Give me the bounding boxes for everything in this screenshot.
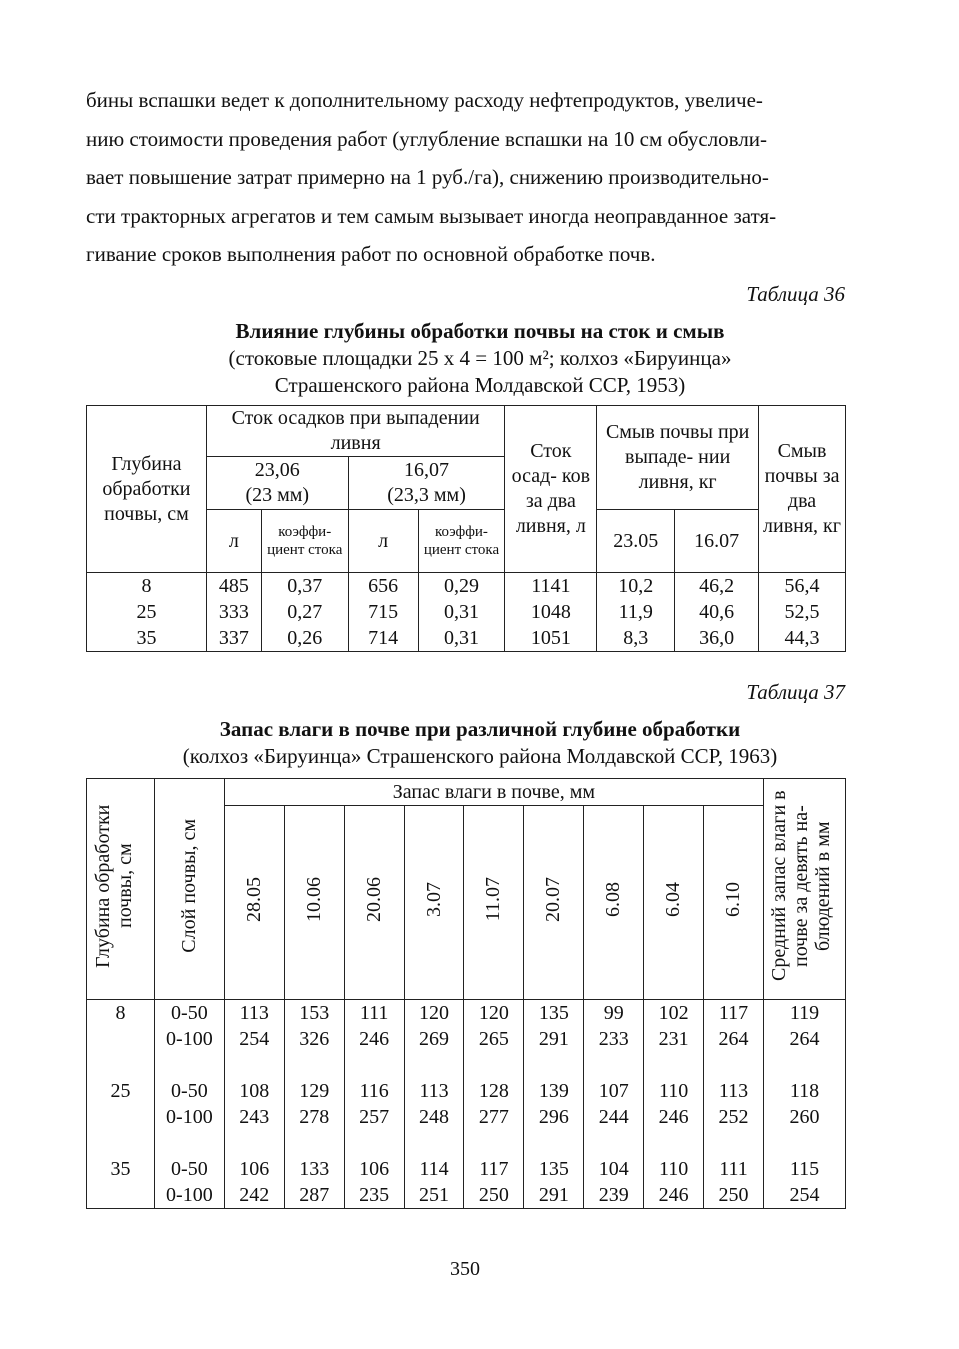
table-row <box>87 1182 846 1209</box>
table-cell: 0,29 <box>418 573 505 600</box>
table-cell: 46,2 <box>675 573 759 600</box>
table-cell: 8,3 <box>597 625 675 652</box>
table-cell: 128 <box>464 1078 524 1104</box>
table-row <box>87 1026 846 1052</box>
table-cell: 153 <box>284 1000 344 1027</box>
table-cell: 139 <box>524 1078 584 1104</box>
date-label: 20.07 <box>542 877 565 922</box>
date-label: 28.05 <box>242 877 265 922</box>
date-label: 6.10 <box>722 882 745 917</box>
paragraph-line: гивание сроков выполнения работ по основной обработке почв. <box>86 242 656 266</box>
table-cell: 106 <box>344 1156 404 1182</box>
date-label: 10.06 <box>302 877 325 922</box>
table-cell: 110 <box>644 1078 704 1104</box>
table-row <box>87 1156 846 1182</box>
table-cell: 714 <box>348 625 418 652</box>
table-cell: 278 <box>284 1104 344 1130</box>
layer-cell: 0-100 <box>154 1026 224 1052</box>
layer-cell: 0-100 <box>154 1182 224 1209</box>
header-date <box>524 806 584 1000</box>
table-cell: 117 <box>464 1156 524 1182</box>
table-row <box>87 1078 846 1104</box>
table36-title: Влияние глубины обработки почвы на сток и смыв <box>235 319 725 343</box>
table-cell: 656 <box>348 573 418 600</box>
table-cell: 108 <box>224 1078 284 1104</box>
table-row <box>87 1104 846 1130</box>
table-cell: 111 <box>344 1000 404 1027</box>
header-date <box>584 806 644 1000</box>
table-cell: 337 <box>206 625 261 652</box>
header-date-2 <box>348 457 505 510</box>
table-spacer-row <box>87 1052 846 1078</box>
date-label: 6.08 <box>602 882 625 917</box>
header-average <box>763 779 845 1000</box>
header-layer <box>154 779 224 1000</box>
table-cell: 120 <box>404 1000 464 1027</box>
table36-title-block <box>70 318 890 399</box>
table-cell: 106 <box>224 1156 284 1182</box>
table-cell: 248 <box>404 1104 464 1130</box>
table-cell: 250 <box>704 1182 764 1209</box>
table-cell: 44,3 <box>759 625 846 652</box>
table-cell: 104 <box>584 1156 644 1182</box>
table-cell: 56,4 <box>759 573 846 600</box>
table-cell: 36,0 <box>675 625 759 652</box>
depth-cell <box>87 1182 155 1209</box>
table-cell: 135 <box>524 1000 584 1027</box>
date-label: 6.04 <box>662 882 685 917</box>
table-cell: 8 <box>87 573 207 600</box>
table-cell: 269 <box>404 1026 464 1052</box>
depth-cell <box>87 1104 155 1130</box>
table-spacer-row <box>87 1130 846 1156</box>
depth-cell: 8 <box>87 1000 155 1027</box>
table-cell: 0,26 <box>261 625 348 652</box>
date-label: 3.07 <box>422 882 445 917</box>
header-layer-text: Слой почвы, см <box>177 819 200 953</box>
table-cell: 116 <box>344 1078 404 1104</box>
header-date <box>704 806 764 1000</box>
table-cell: 0,37 <box>261 573 348 600</box>
header-date <box>404 806 464 1000</box>
table-row <box>87 1000 846 1027</box>
table-cell: 246 <box>344 1026 404 1052</box>
table36-subtitle-2: Страшенского района Молдавской ССР, 1953) <box>274 373 686 397</box>
table37-label: Таблица 37 <box>746 680 845 704</box>
table-cell: 102 <box>644 1000 704 1027</box>
table-cell: 291 <box>524 1182 584 1209</box>
table-cell: 113 <box>704 1078 764 1104</box>
header-date-1 <box>206 457 348 510</box>
table-cell: 1048 <box>505 599 597 625</box>
date-1-precip: (23 мм) <box>245 484 310 506</box>
date-label: 20.06 <box>362 877 385 922</box>
table-cell: 235 <box>344 1182 404 1209</box>
avg-cell: 254 <box>763 1182 845 1209</box>
paragraph-line: сти тракторных агрегатов и тем самым вызывает иногда неоправданное затя- <box>86 203 777 228</box>
table-cell: 287 <box>284 1182 344 1209</box>
page-number: 350 <box>450 1258 480 1280</box>
layer-cell: 0-50 <box>154 1000 224 1027</box>
table-cell: 246 <box>644 1182 704 1209</box>
avg-cell: 264 <box>763 1026 845 1052</box>
table-cell: 239 <box>584 1182 644 1209</box>
header-depth <box>87 779 155 1000</box>
avg-cell: 118 <box>763 1078 845 1104</box>
table-cell: 244 <box>584 1104 644 1130</box>
header-coef-1: коэффи- циент стока <box>261 510 348 573</box>
table-cell: 113 <box>404 1078 464 1104</box>
depth-cell: 25 <box>87 1078 155 1104</box>
table-row <box>87 573 846 600</box>
layer-cell: 0-50 <box>154 1078 224 1104</box>
header-runoff-group: Сток осадков при выпадении ливня <box>206 406 505 457</box>
table-cell: 113 <box>224 1000 284 1027</box>
layer-cell: 0-50 <box>154 1156 224 1182</box>
table-cell: 233 <box>584 1026 644 1052</box>
header-date <box>644 806 704 1000</box>
header-moisture-group: Запас влаги в почве, мм <box>224 779 763 806</box>
depth-cell: 35 <box>87 1156 155 1182</box>
body-paragraph <box>86 81 846 274</box>
table-cell: 0,31 <box>418 599 505 625</box>
table-cell: 35 <box>87 625 207 652</box>
table-cell: 110 <box>644 1156 704 1182</box>
table-37 <box>86 778 846 1209</box>
header-date <box>224 806 284 1000</box>
table-cell: 251 <box>404 1182 464 1209</box>
table-cell: 25 <box>87 599 207 625</box>
header-coef-2: коэффи- циент стока <box>418 510 505 573</box>
table-cell: 117 <box>704 1000 764 1027</box>
table-cell: 715 <box>348 599 418 625</box>
table-cell: 246 <box>644 1104 704 1130</box>
table-cell: 111 <box>704 1156 764 1182</box>
header-depth-text: Глубина обработки почвы, см <box>92 804 137 968</box>
depth-cell <box>87 1026 155 1052</box>
paragraph-line: вает повышение затрат примерно на 1 руб./га), снижению производительно- <box>86 165 769 189</box>
table-cell: 10,2 <box>597 573 675 600</box>
table-cell: 129 <box>284 1078 344 1104</box>
table-cell: 52,5 <box>759 599 846 625</box>
date-2-precip: (23,3 мм) <box>387 484 466 506</box>
table-cell: 257 <box>344 1104 404 1130</box>
table-36 <box>86 405 846 652</box>
table-cell: 133 <box>284 1156 344 1182</box>
table-cell: 40,6 <box>675 599 759 625</box>
header-washout-two-rains: Смыв почвы за два ливня, кг <box>759 406 846 573</box>
table-cell: 0,27 <box>261 599 348 625</box>
table-cell: 1051 <box>505 625 597 652</box>
table-cell: 120 <box>464 1000 524 1027</box>
header-date <box>344 806 404 1000</box>
table-cell: 107 <box>584 1078 644 1104</box>
table36-subtitle-1: (стоковые площадки 25 х 4 = 100 м²; колхоз «Бируинца» <box>228 346 732 370</box>
table-cell: 326 <box>284 1026 344 1052</box>
table-cell: 250 <box>464 1182 524 1209</box>
header-washout-group: Смыв почвы при выпаде- нии ливня, кг <box>597 406 759 510</box>
table36-label: Таблица 36 <box>746 282 845 306</box>
paragraph-line: бины вспашки ведет к дополнительному расходу нефтепродуктов, увеличе- <box>86 88 763 112</box>
header-washout-date-1: 23.05 <box>597 510 675 573</box>
table-cell: 333 <box>206 599 261 625</box>
table-cell: 1141 <box>505 573 597 600</box>
table-cell: 485 <box>206 573 261 600</box>
table-row <box>87 625 846 652</box>
table-cell: 243 <box>224 1104 284 1130</box>
table-cell: 114 <box>404 1156 464 1182</box>
header-date <box>284 806 344 1000</box>
header-liters-2: л <box>348 510 418 573</box>
table-cell: 135 <box>524 1156 584 1182</box>
header-runoff-two-rains: Сток осад- ков за два ливня, л <box>505 406 597 573</box>
avg-cell: 115 <box>763 1156 845 1182</box>
header-washout-date-2: 16.07 <box>675 510 759 573</box>
table-cell: 11,9 <box>597 599 675 625</box>
table-cell: 242 <box>224 1182 284 1209</box>
header-average-text: Средний запас влаги в почве за девять на- блюдений в мм <box>768 790 835 982</box>
paragraph-line: нию стоимости проведения работ (углубление вспашки на 10 см обусловли- <box>86 126 768 151</box>
date-label: 11.07 <box>482 877 505 922</box>
table37-title: Запас влаги в почве при различной глубине обработки <box>219 717 741 741</box>
avg-cell: 260 <box>763 1104 845 1130</box>
table-cell: 99 <box>584 1000 644 1027</box>
header-liters-1: л <box>206 510 261 573</box>
date-1-value: 23,06 <box>254 459 300 481</box>
avg-cell: 119 <box>763 1000 845 1027</box>
table-cell: 252 <box>704 1104 764 1130</box>
table37-title-block <box>70 716 890 770</box>
table-cell: 291 <box>524 1026 584 1052</box>
date-2-value: 16,07 <box>404 459 450 481</box>
table-cell: 277 <box>464 1104 524 1130</box>
table-cell: 231 <box>644 1026 704 1052</box>
table-row <box>87 599 846 625</box>
table-cell: 254 <box>224 1026 284 1052</box>
table-cell: 296 <box>524 1104 584 1130</box>
table-cell: 265 <box>464 1026 524 1052</box>
layer-cell: 0-100 <box>154 1104 224 1130</box>
header-depth: Глубина обработки почвы, см <box>87 406 207 573</box>
table-cell: 0,31 <box>418 625 505 652</box>
header-date <box>464 806 524 1000</box>
table-cell: 264 <box>704 1026 764 1052</box>
table37-subtitle: (колхоз «Бируинца» Страшенского района Молдавской ССР, 1963) <box>182 744 778 768</box>
